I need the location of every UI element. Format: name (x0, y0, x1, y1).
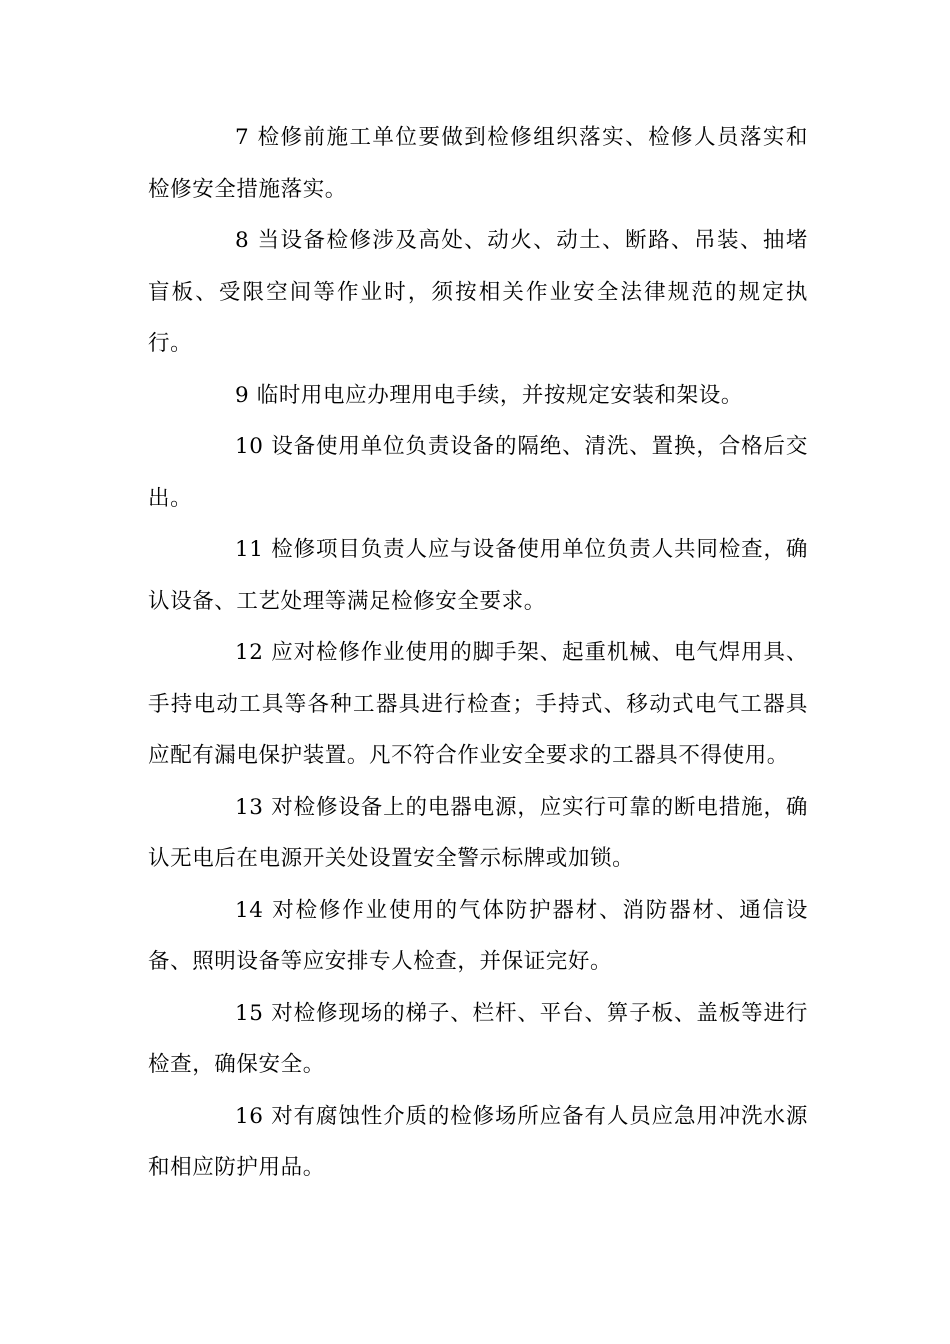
paragraph-item-16: 16 对有腐蚀性介质的检修场所应备有人员应急用冲洗水源和相应防护用品。 (148, 1103, 808, 1180)
paragraph-item-13: 13 对检修设备上的电器电源，应实行可靠的断电措施，确认无电后在电源开关处设置安全警示标牌或加锁。 (148, 794, 808, 871)
paragraph-item-12: 12 应对检修作业使用的脚手架、起重机械、电气焊用具、手持电动工具等各种工器具进行检查；手持式、移动式电气工器具应配有漏电保护装置。凡不符合作业安全要求的工器具不得使用。 (148, 640, 808, 768)
paragraph-item-9: 9 临时用电应办理用电手续，并按规定安装和架设。 (235, 382, 743, 408)
paragraph-item-11: 11 检修项目负责人应与设备使用单位负责人共同检查，确认设备、工艺处理等满足检修安全要求。 (148, 537, 808, 614)
paragraph-item-7: 7 检修前施工单位要做到检修组织落实、检修人员落实和检修安全措施落实。 (148, 125, 808, 202)
paragraph-item-10: 10 设备使用单位负责设备的隔绝、清洗、置换，合格后交出。 (148, 434, 808, 511)
paragraph-item-8: 8 当设备检修涉及高处、动火、动土、断路、吊装、抽堵盲板、受限空间等作业时，须按相关作业安全法律规范的规定执行。 (148, 228, 808, 356)
paragraph-item-14: 14 对检修作业使用的气体防护器材、消防器材、通信设备、照明设备等应安排专人检查，并保证完好。 (148, 897, 808, 974)
paragraph-item-15: 15 对检修现场的梯子、栏杆、平台、箅子板、盖板等进行检查，确保安全。 (148, 1000, 808, 1077)
document-body (148, 112, 808, 1194)
